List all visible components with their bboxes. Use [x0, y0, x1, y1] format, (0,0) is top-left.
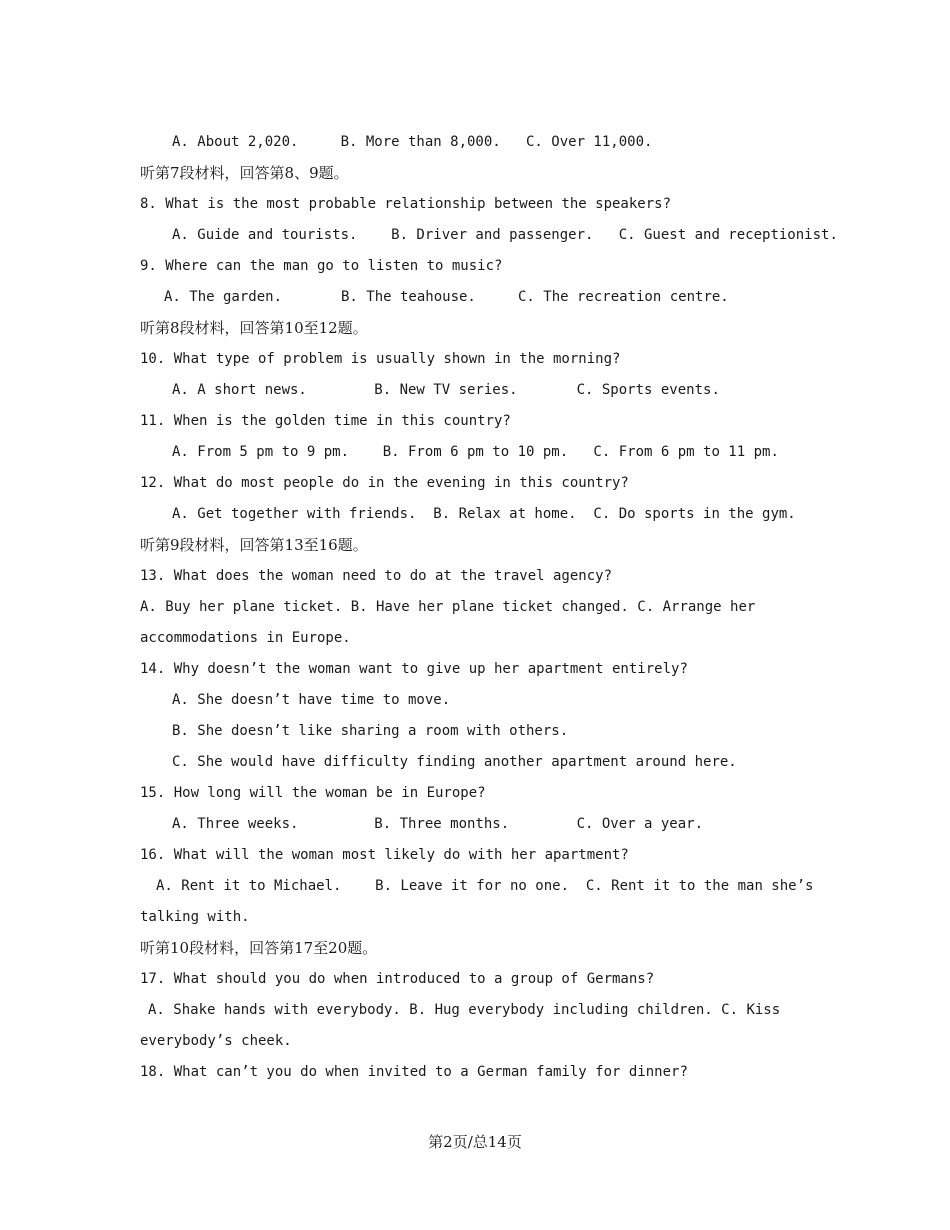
option-line-continued: everybody’s cheek.	[140, 1033, 292, 1049]
question-line: 15. How long will the woman be in Europe?	[140, 785, 486, 801]
option-line: B. She doesn’t like sharing a room with others.	[172, 723, 569, 739]
section-heading: 听第7段材料，回答第8、9题。	[140, 164, 349, 182]
option-line: A. The garden. B. The teahouse. C. The recreation centre.	[164, 289, 729, 305]
question-line: 8. What is the most probable relationship between the speakers?	[140, 196, 672, 212]
question-line: 17. What should you do when introduced to a group of Germans?	[140, 971, 655, 987]
section-heading: 听第9段材料，回答第13至16题。	[140, 536, 368, 554]
option-line-continued: accommodations in Europe.	[140, 630, 351, 646]
option-line: A. About 2,020. B. More than 8,000. C. Over 11,000.	[172, 134, 653, 150]
question-line: 12. What do most people do in the evening in this country?	[140, 475, 629, 491]
option-line: A. Get together with friends. B. Relax at home. C. Do sports in the gym.	[172, 506, 796, 522]
option-line: A. Rent it to Michael. B. Leave it for no one. C. Rent it to the man she’s	[156, 878, 814, 894]
page-footer: 第2页/总14页	[428, 1133, 522, 1151]
section-heading: 听第8段材料，回答第10至12题。	[140, 319, 368, 337]
option-line: A. Three weeks. B. Three months. C. Over a year.	[172, 816, 704, 832]
option-line: A. Guide and tourists. B. Driver and passenger. C. Guest and receptionist.	[172, 227, 838, 243]
option-line: A. Buy her plane ticket. B. Have her plane ticket changed. C. Arrange her	[140, 599, 756, 615]
option-line: A. A short news. B. New TV series. C. Sports events.	[172, 382, 720, 398]
question-line: 13. What does the woman need to do at the travel agency?	[140, 568, 613, 584]
question-line: 11. When is the golden time in this country?	[140, 413, 511, 429]
question-line: 10. What type of problem is usually shown in the morning?	[140, 351, 621, 367]
option-line: A. She doesn’t have time to move.	[172, 692, 451, 708]
option-line: C. She would have difficulty finding another apartment around here.	[172, 754, 737, 770]
option-line: A. From 5 pm to 9 pm. B. From 6 pm to 10 pm. C. From 6 pm to 11 pm.	[172, 444, 779, 460]
question-line: 18. What can’t you do when invited to a German family for dinner?	[140, 1064, 688, 1080]
question-line: 9. Where can the man go to listen to music?	[140, 258, 503, 274]
question-line: 14. Why doesn’t the woman want to give up her apartment entirely?	[140, 661, 688, 677]
section-heading: 听第10段材料，回答第17至20题。	[140, 939, 378, 957]
option-line-continued: talking with.	[140, 909, 250, 925]
question-line: 16. What will the woman most likely do with her apartment?	[140, 847, 629, 863]
option-line: A. Shake hands with everybody. B. Hug everybody including children. C. Kiss	[148, 1002, 781, 1018]
